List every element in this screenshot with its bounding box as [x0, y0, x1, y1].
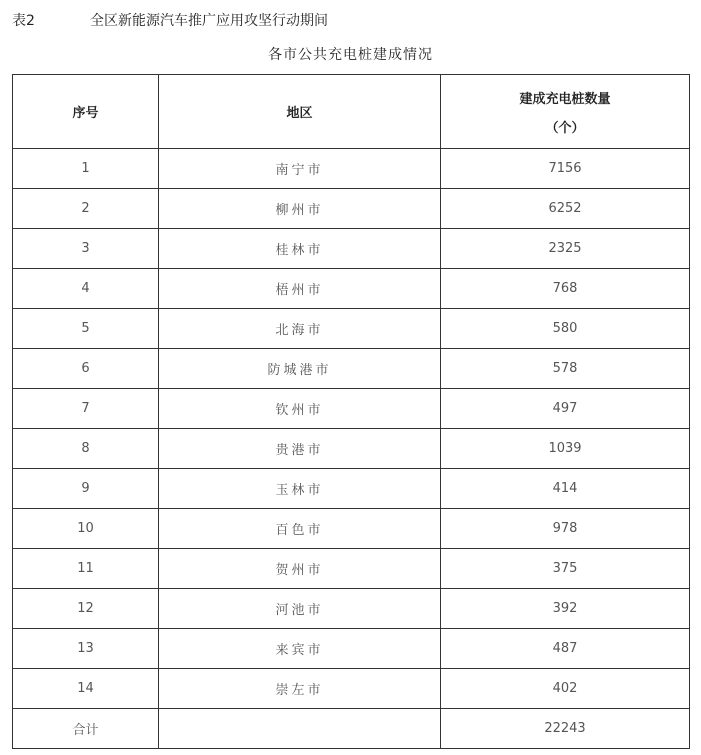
cell-region: 钦州市 — [159, 389, 441, 429]
cell-count: 768 — [441, 269, 690, 309]
cell-count: 2325 — [441, 229, 690, 269]
cell-count: 497 — [441, 389, 690, 429]
cell-region: 柳州市 — [159, 189, 441, 229]
cell-region: 百色市 — [159, 509, 441, 549]
cell-count: 1039 — [441, 429, 690, 469]
cell-count: 6252 — [441, 189, 690, 229]
table-row — [13, 549, 690, 589]
cell-serial: 5 — [13, 309, 159, 349]
cell-serial: 14 — [13, 669, 159, 709]
cell-region: 贺州市 — [159, 549, 441, 589]
cell-serial: 11 — [13, 549, 159, 589]
table-row — [13, 269, 690, 309]
table-row — [13, 189, 690, 229]
cell-serial: 9 — [13, 469, 159, 509]
cell-region: 梧州市 — [159, 269, 441, 309]
cell-count: 580 — [441, 309, 690, 349]
cell-serial: 10 — [13, 509, 159, 549]
cell-region: 南宁市 — [159, 149, 441, 189]
header-count — [441, 75, 690, 149]
cell-total-label: 合计 — [13, 709, 159, 749]
table-row — [13, 349, 690, 389]
cell-serial: 12 — [13, 589, 159, 629]
header-serial: 序号 — [13, 75, 159, 149]
table-row — [13, 429, 690, 469]
cell-count: 7156 — [441, 149, 690, 189]
table-row — [13, 509, 690, 549]
cell-region: 玉林市 — [159, 469, 441, 509]
cell-region: 来宾市 — [159, 629, 441, 669]
table-body — [13, 149, 690, 749]
cell-region: 河池市 — [159, 589, 441, 629]
table-title: 全区新能源汽车推广应用攻坚行动期间 — [90, 13, 328, 29]
cell-count: 392 — [441, 589, 690, 629]
cell-count: 578 — [441, 349, 690, 389]
charging-pile-table — [12, 74, 690, 749]
table-row — [13, 589, 690, 629]
cell-region: 贵港市 — [159, 429, 441, 469]
cell-total-region — [159, 709, 441, 749]
cell-count: 414 — [441, 469, 690, 509]
cell-count: 375 — [441, 549, 690, 589]
cell-region: 防城港市 — [159, 349, 441, 389]
header-region: 地区 — [159, 75, 441, 149]
cell-region: 桂林市 — [159, 229, 441, 269]
table-row — [13, 629, 690, 669]
cell-region: 北海市 — [159, 309, 441, 349]
cell-serial: 1 — [13, 149, 159, 189]
header-count-unit: （个） — [545, 120, 585, 136]
table-subtitle: 各市公共充电桩建成情况 — [268, 47, 433, 63]
table-row — [13, 669, 690, 709]
cell-total-count: 22243 — [441, 709, 690, 749]
cell-region: 崇左市 — [159, 669, 441, 709]
cell-count: 402 — [441, 669, 690, 709]
cell-serial: 2 — [13, 189, 159, 229]
cell-count: 487 — [441, 629, 690, 669]
table-row — [13, 149, 690, 189]
table-row — [13, 229, 690, 269]
table-row — [13, 389, 690, 429]
table-number: 表2 — [12, 13, 35, 29]
header-count-label: 建成充电桩数量 — [519, 91, 611, 107]
cell-serial: 3 — [13, 229, 159, 269]
cell-count: 978 — [441, 509, 690, 549]
cell-serial: 7 — [13, 389, 159, 429]
cell-serial: 8 — [13, 429, 159, 469]
table-caption — [12, 10, 328, 30]
table-row — [13, 469, 690, 509]
table-header-row — [13, 75, 690, 149]
table-row — [13, 309, 690, 349]
cell-serial: 6 — [13, 349, 159, 389]
cell-serial: 13 — [13, 629, 159, 669]
table-total-row — [13, 709, 690, 749]
cell-serial: 4 — [13, 269, 159, 309]
